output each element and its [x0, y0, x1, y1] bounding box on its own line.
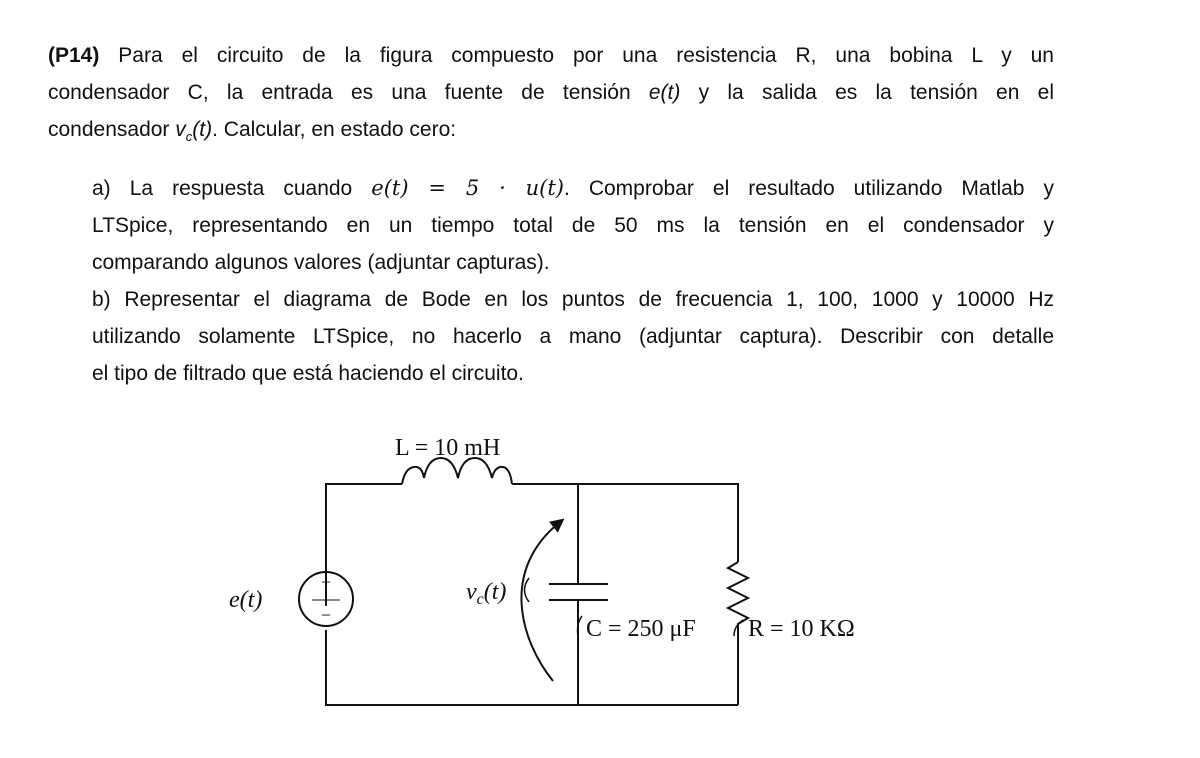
source-plus-sign: +	[320, 572, 332, 592]
source-minus-sign: −	[320, 605, 332, 625]
problem-number: (P14)	[48, 44, 100, 67]
capacitor-voltage-label: $v_c(t)$	[466, 579, 507, 608]
statement-text-2b: y la salida es la tensión en el	[698, 81, 1054, 104]
resistor-zigzag	[728, 562, 748, 705]
item-a-equation: e(t) = 5 · u(t)	[371, 176, 564, 200]
item-b-line-2: utilizando solamente LTSpice, no hacerlo a mano (adjuntar captura). Describir con detalle	[92, 325, 1054, 348]
item-a-label: a) La respuesta cuando	[92, 177, 353, 200]
statement-text-3b: . Calcular, en estado cero:	[212, 118, 457, 141]
source-label: e(t)	[229, 587, 263, 613]
item-b-line-1: b) Representar el diagrama de Bode en los puntos de frecuencia 1, 100, 1000 y 10000 Hz	[92, 288, 1054, 311]
wire-left-top	[326, 484, 402, 606]
wire-top-right	[512, 484, 738, 562]
statement-text-3a: condensador	[48, 118, 170, 141]
statement-text-1: Para el circuito de la figura compuesto por una resistencia R, una bobina L y un	[118, 44, 1054, 67]
item-b-line-3: el tipo de filtrado que está haciendo el circuito.	[92, 362, 524, 385]
vc-bracket	[525, 578, 530, 602]
item-a-text-1: . Comprobar el resultado utilizando Matlab y	[563, 177, 1054, 200]
item-a-line-3: comparando algunos valores (adjuntar capturas).	[92, 251, 550, 274]
statement-text-2a: condensador C, la entrada es una fuente de tensión	[48, 81, 631, 104]
item-a-line-2: LTSpice, representando en un tiempo total de 50 ms la tensión en el condensador y	[92, 214, 1054, 237]
vc-arrow	[521, 522, 560, 681]
resistor-label: R = 10 KΩ	[748, 616, 855, 642]
capacitor-label: C = 250 μF	[586, 616, 696, 642]
output-signal-name: $v_c(t)$	[175, 118, 213, 145]
input-signal-name: e(t)	[648, 81, 681, 104]
inductor-label: L = 10 mH	[395, 435, 501, 461]
inductor-coil	[402, 458, 512, 484]
